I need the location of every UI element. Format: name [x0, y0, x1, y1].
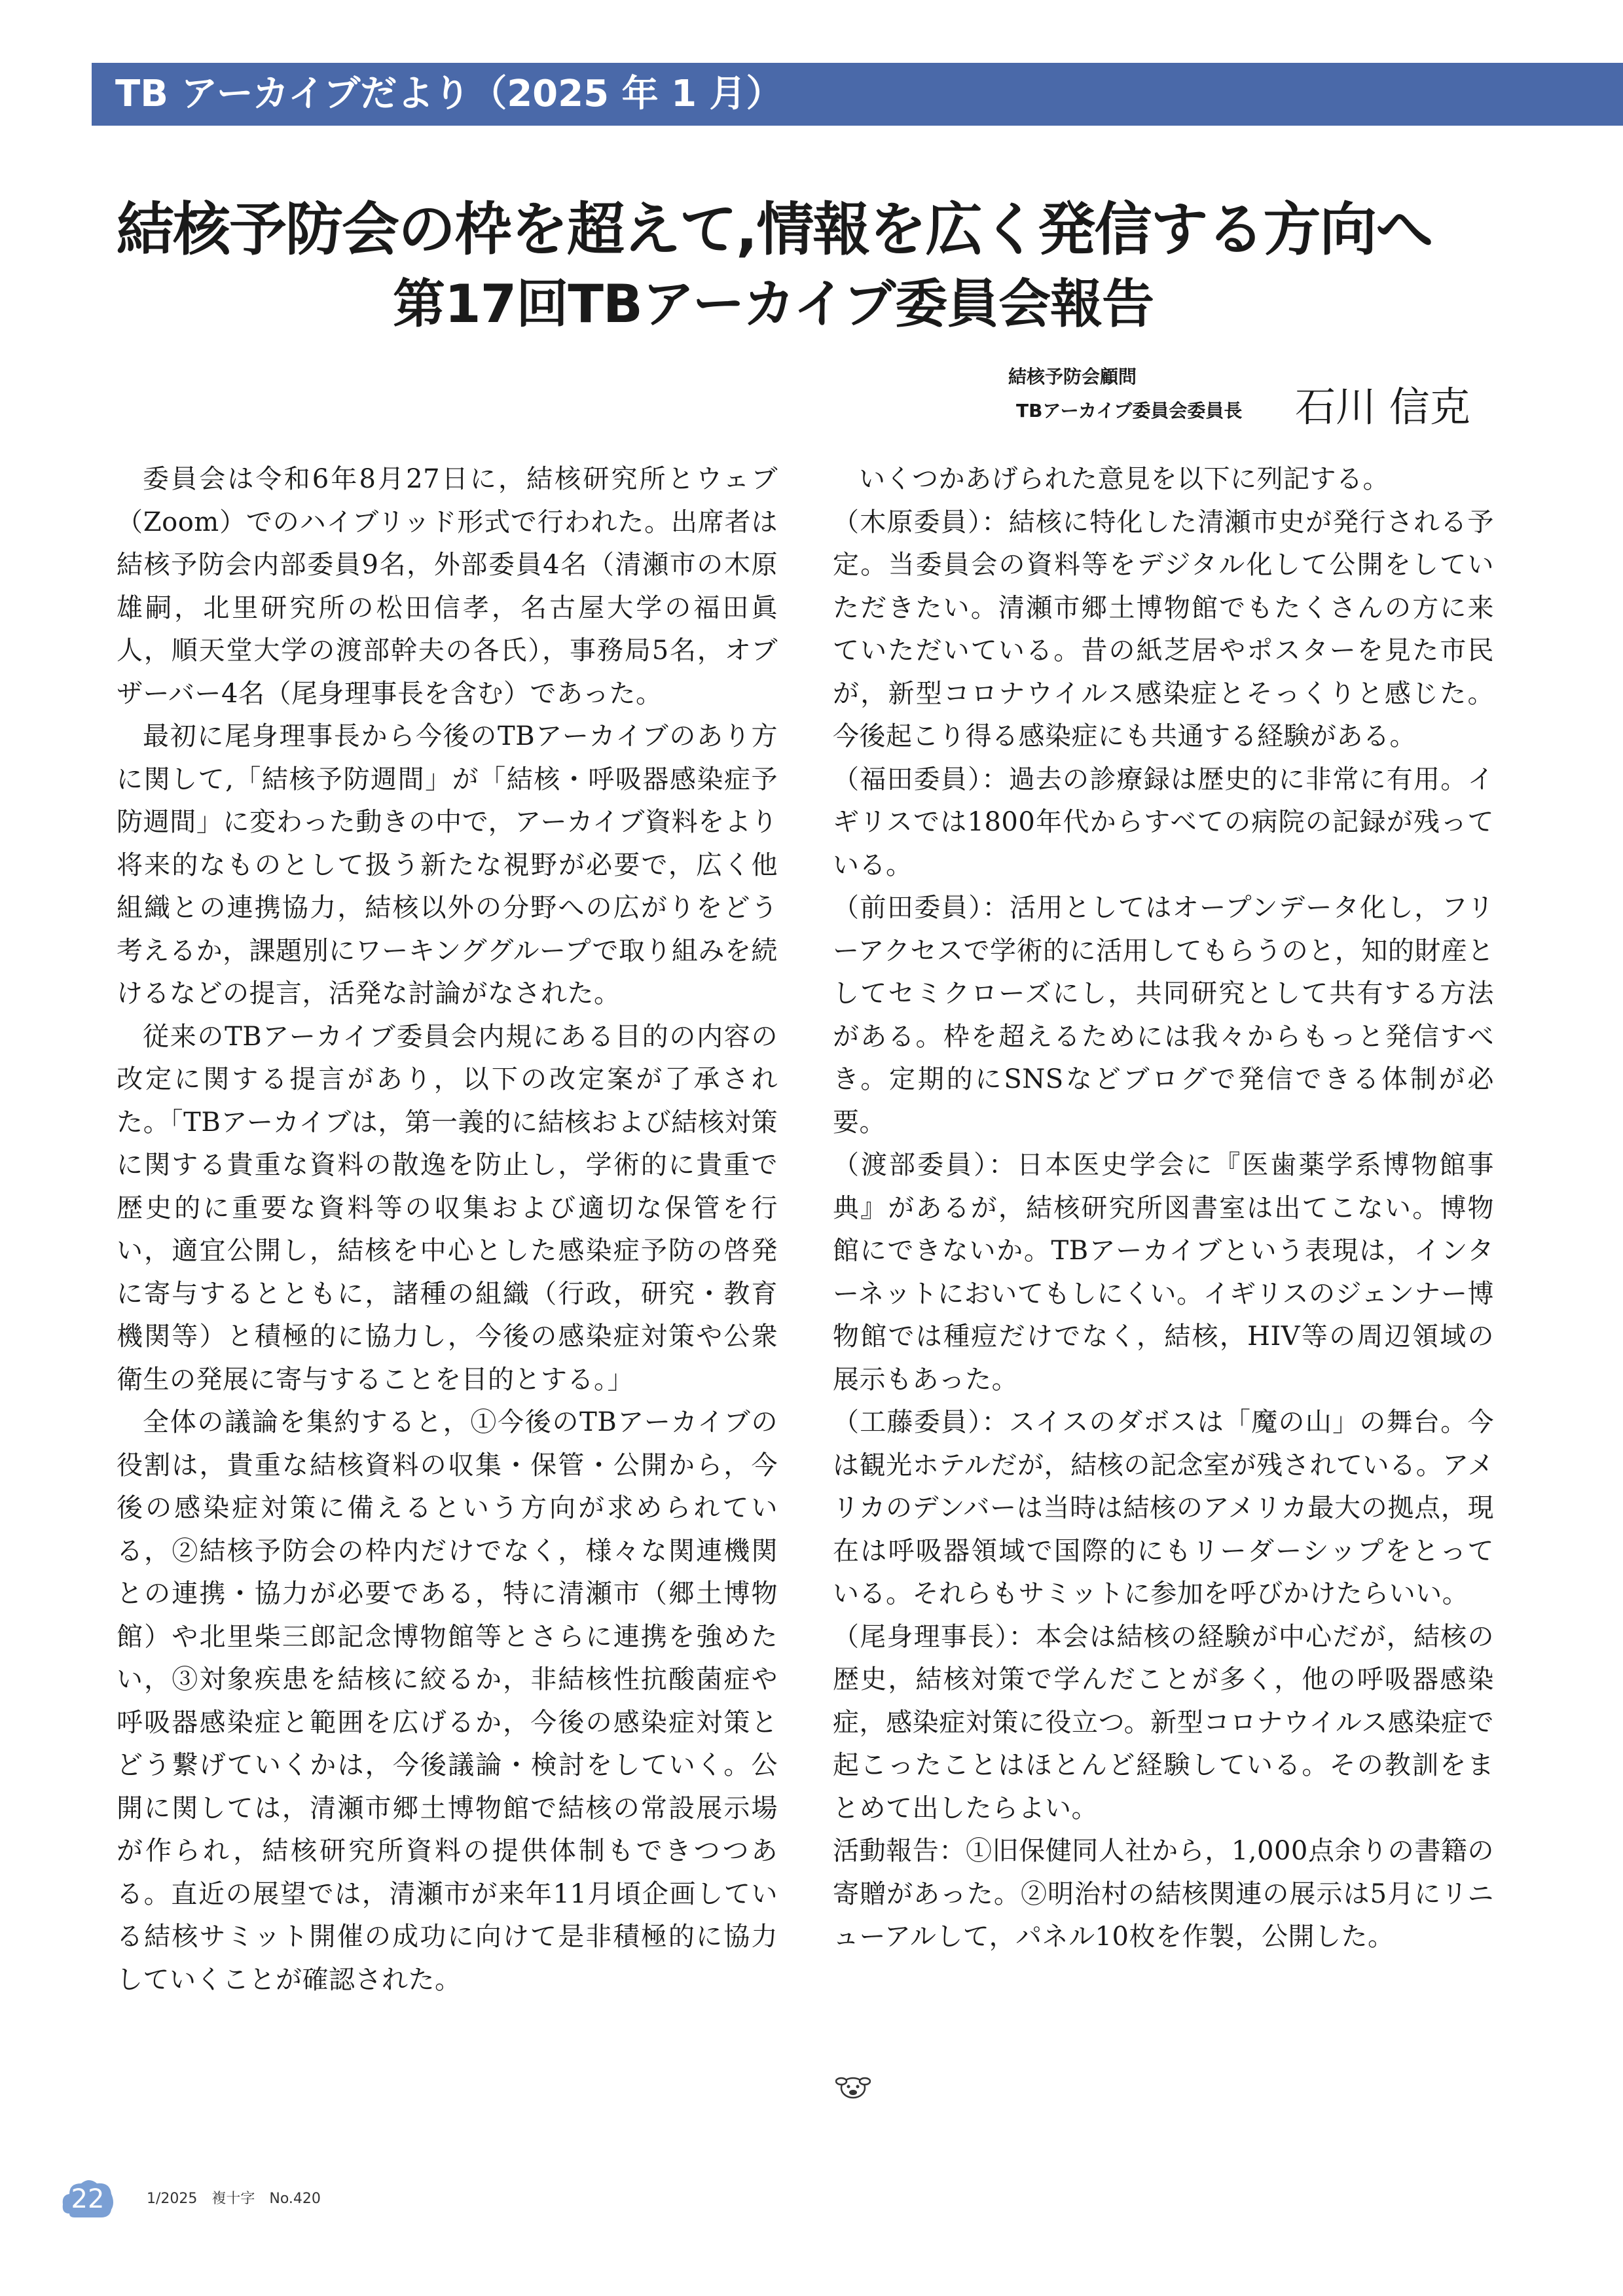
author-name: 石川 信克: [1295, 383, 1470, 431]
paragraph: 従来のTBアーカイブ委員会内規にある目的の内容の改定に関する提言があり，以下の改定案が了承された。「TBアーカイブは，第一義的に結核および結核対策に関する貴重な資料の散逸を防止し，学術的に貴重で歴史的に重要な資料等の収集および適切な保管を行い，適宜公開し，結核を中心とした感染症予防の啓発に寄与するとともに，諸種の組織（行政，研究・教育機関等）と積極的に協力し，今後の感染症対策や公衆衛生の発展に寄与することを目的とする。」: [117, 1021, 778, 1395]
issue-info: 1/2025 複十字 No.420: [147, 2191, 321, 2207]
opinion-item: （尾身理事長）：本会は結核の経験が中心だが，結核の歴史，結核対策で学んだことが多く，他の呼吸器感染症，感染症対策に役立つ。新型コロナウイルス感染症で起こったことはほとんど経験している。その教訓をまとめて出したらよい。: [833, 1621, 1494, 1823]
paragraph: 委員会は令和6年8月27日に，結核研究所とウェブ（Zoom）でのハイブリッド形式で行われた。出席者は結核予防会内部委員9名，外部委員4名（清瀬市の木原雄嗣，北里研究所の松田信孝，名古屋大学の福田眞人，順天堂大学の渡部幹夫の各氏），事務局5名，オブザーバー4名（尾身理事長を含む）であった。: [117, 464, 778, 709]
page-number: 22: [71, 2184, 105, 2214]
paragraph: 全体の議論を集約すると，①今後のTBアーカイブの役割は，貴重な結核資料の収集・保管・公開から，今後の感染症対策に備えるという方向が求められている，②結核予防会の枠内だけでなく，様々な関連機関との連携・協力が必要である，特に清瀬市（郷土博物館）や北里柴三郎記念博物館等とさらに連携を強めたい，③対象疾患を結核に絞るか，非結核性抗酸菌症や呼吸器感染症と範囲を広げるか，今後の感染症対策とどう繋げていくかは，今後議論・検討をしていく。公開に関しては，清瀬市郷土博物館で結核の常設展示場が作られ，結核研究所資料の提供体制もできつつある。直近の展望では，清瀬市が来年11月頃企画している結核サミット開催の成功に向けて是非積極的に協力していくことが確認された。: [117, 1407, 778, 1995]
author-role: TBアーカイブ委員会委員長: [1016, 400, 1243, 422]
paragraph: いくつかあげられた意見を以下に列記する。: [859, 464, 1389, 494]
opinion-item: （渡部委員）：日本医史学会に『医歯薬学系博物館事典』があるが，結核研究所図書室は出てこない。博物館にできないか。TBアーカイブという表現は，インターネットにおいてもしにくい。イギリスのジェンナー博物館では種痘だけでなく，結核，HIV等の周辺領域の展示もあった。: [833, 1150, 1494, 1395]
article-subtitle: 第17回TBアーカイブ委員会報告: [393, 274, 1154, 334]
activity-report: 活動報告：①旧保健同人社から，1,000点余りの書籍の寄贈があった。②明治村の結核関連の展示は5月にリニューアルして，パネル10枚を作製，公開した。: [833, 1836, 1494, 1952]
opinion-item: （木原委員）：結核に特化した清瀬市史が発行される予定。当委員会の資料等をデジタル化して公開をしていただきたい。清瀬市郷土博物館でもたくさんの方に来ていただいている。昔の紙芝居やポスターを見た市民が，新型コロナウイルス感染症とそっくりと感じた。今後起こり得る感染症にも共通する経験がある。: [833, 507, 1494, 751]
opinion-item: （工藤委員）：スイスのダボスは「魔の山」の舞台。今は観光ホテルだが，結核の記念室が残されている。アメリカのデンバーは当時は結核のアメリカ最大の拠点，現在は呼吸器領域で国際的にもリーダーシップをとっている。それらもサミットに参加を呼びかけたらいい。: [833, 1407, 1494, 1609]
article-title: 結核予防会の枠を超えて,情報を広く発信する方向へ: [117, 196, 1432, 263]
opinion-item: （前田委員）：活用としてはオープンデータ化し，フリーアクセスで学術的に活用してもらうのと，知的財産としてセミクローズにし，共同研究として共有する方法がある。枠を超えるためには我々からもっと発信すべき。定期的にSNSなどブログで発信できる体制が必要。: [833, 893, 1494, 1138]
left-column: [117, 458, 778, 2001]
opinion-item: （福田委員）：過去の診療録は歴史的に非常に有用。イギリスでは1800年代からすべての病院の記録が残っている。: [833, 764, 1494, 880]
sheep-face-icon: [835, 2072, 871, 2101]
right-column: [833, 458, 1494, 1959]
author-affiliation: 結核予防会顧問: [1008, 366, 1137, 387]
paragraph: 最初に尾身理事長から今後のTBアーカイブのあり方に関して,「結核予防週間」が「結核・呼吸器感染症予防週間」に変わった動きの中で，アーカイブ資料をより将来的なものとして扱う新たな視野が必要で，広く他組織との連携協力，結核以外の分野への広がりをどう考えるか，課題別にワーキンググループで取り組みを続けるなどの提言，活発な討論がなされた。: [117, 721, 778, 1009]
section-banner: TB アーカイブだより（2025 年 1 月）: [92, 63, 1623, 126]
